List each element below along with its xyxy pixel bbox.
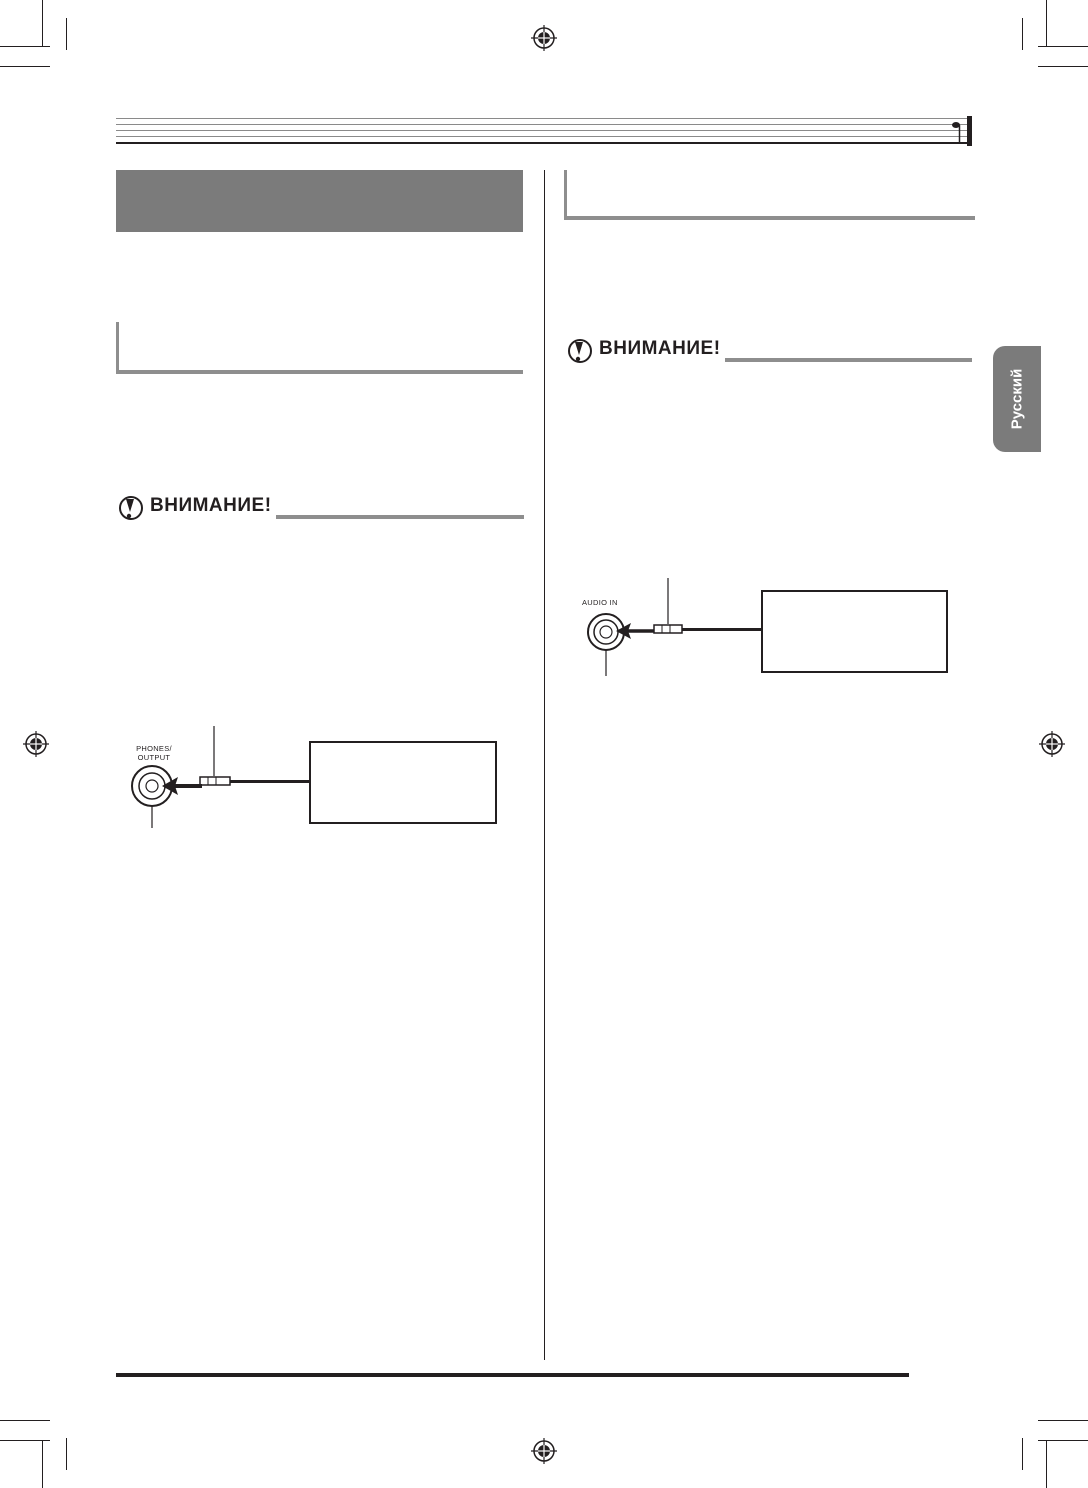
audio-jack-icon — [584, 610, 644, 676]
language-tab-label: Русский — [1008, 368, 1026, 430]
crop-mark — [42, 0, 43, 46]
column-divider — [544, 170, 545, 1360]
plug-icon — [196, 726, 236, 796]
language-tab — [993, 346, 1041, 452]
crop-mark — [1038, 66, 1088, 67]
registration-mark-icon — [23, 731, 49, 757]
caution-icon — [118, 495, 144, 521]
warning-block-right — [567, 338, 972, 364]
crop-mark — [1038, 46, 1088, 47]
crop-mark — [0, 1420, 50, 1421]
cable — [230, 780, 310, 783]
crop-mark — [1038, 1420, 1088, 1421]
crop-mark — [1046, 0, 1047, 46]
warning-block-left — [118, 495, 524, 521]
section-heading-right — [564, 170, 975, 220]
audio-jack-icon — [126, 764, 186, 828]
registration-mark-icon — [531, 25, 557, 51]
plug-icon — [648, 578, 688, 642]
crop-mark — [0, 46, 50, 47]
device-box — [761, 590, 948, 673]
crop-mark — [1022, 1438, 1023, 1470]
cable — [682, 628, 762, 631]
crop-mark — [42, 1440, 43, 1488]
crop-mark — [66, 18, 67, 50]
warning-label: ВНИМАНИЕ! — [150, 495, 272, 516]
jack-label: AUDIO IN — [582, 598, 618, 607]
header-staff — [116, 116, 968, 144]
jack-label: PHONES/ OUTPUT — [136, 744, 172, 762]
caution-icon — [567, 338, 593, 364]
crop-mark — [1046, 1440, 1047, 1488]
crop-mark — [66, 1438, 67, 1470]
registration-mark-icon — [531, 1438, 557, 1464]
footer-rule — [116, 1373, 909, 1377]
warning-label: ВНИМАНИЕ! — [599, 338, 721, 359]
chapter-banner — [116, 170, 523, 232]
device-box — [309, 741, 497, 824]
crop-mark — [1022, 18, 1023, 50]
crop-mark — [0, 66, 50, 67]
note-icon — [948, 116, 974, 146]
section-heading-left — [116, 322, 523, 374]
registration-mark-icon — [1039, 731, 1065, 757]
